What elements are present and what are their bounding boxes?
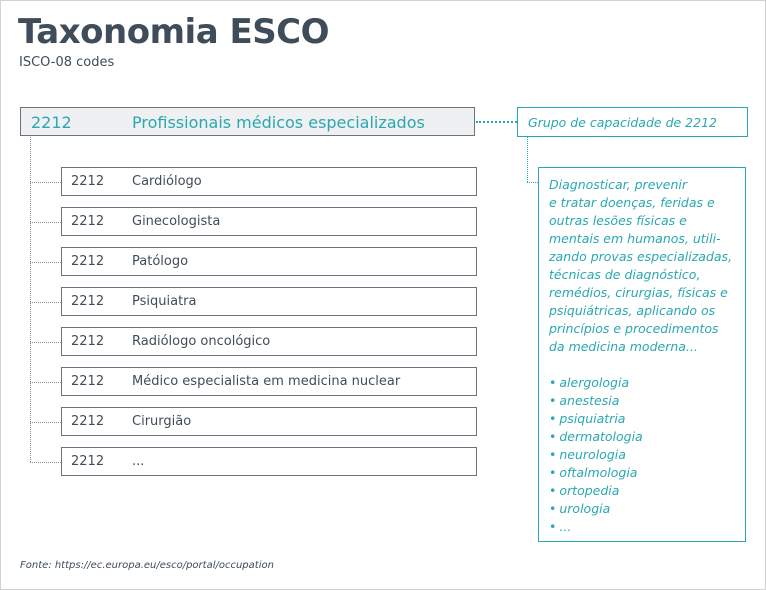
occupation-name: Psiquiatra [132, 294, 197, 309]
occupation-name: Cirurgião [132, 414, 192, 429]
bullet-icon: • [549, 447, 557, 462]
occupation-code: 2212 [71, 334, 105, 349]
tree-connector-branch [30, 182, 61, 183]
bullet-icon: • [549, 393, 557, 408]
bullet-icon: • [549, 375, 557, 390]
capability-description [549, 176, 741, 356]
page-subtitle: ISCO-08 codes [19, 55, 115, 70]
description-line: remédios, cirurgias, físicas e [549, 285, 728, 300]
source-note: Fonte: https://ec.europa.eu/esco/portal/occupation [20, 560, 274, 571]
description-line: da medicina moderna... [549, 339, 698, 354]
skill-item [549, 428, 741, 446]
capability-title: Grupo de capacidade de 2212 [528, 115, 717, 130]
skill-label: anestesia [559, 393, 620, 408]
tree-connector-branch [30, 422, 61, 423]
skill-item [549, 410, 741, 428]
description-line: outras lesões físicas e [549, 213, 687, 228]
description-connector-vertical [527, 137, 528, 182]
occupation-item-psiquiatra [61, 287, 477, 316]
occupation-code: 2212 [71, 414, 105, 429]
occupation-item-radiologo-oncologico [61, 327, 477, 356]
occupation-name: Ginecologista [132, 214, 221, 229]
description-line: Diagnosticar, prevenir [549, 177, 688, 192]
tree-connector-branch [30, 462, 61, 463]
skill-label: alergologia [559, 375, 630, 390]
occupation-item-cirurgiao [61, 407, 477, 436]
occupation-item-patologo [61, 247, 477, 276]
bullet-icon: • [549, 465, 557, 480]
occupation-name: Cardiólogo [132, 174, 202, 189]
occupation-name: Patólogo [132, 254, 189, 269]
occupation-item-ginecologista [61, 207, 477, 236]
group-label: Profissionais médicos especializados [132, 113, 425, 132]
tree-connector-branch [30, 382, 61, 383]
occupation-name: ... [132, 454, 145, 469]
skill-item [549, 392, 741, 410]
description-line: princípios e procedimentos [549, 321, 719, 336]
description-line: mentais em humanos, utili- [549, 231, 721, 246]
occupation-item-cardiologo [61, 167, 477, 196]
skill-item [549, 518, 741, 536]
description-line: zando provas especializadas, [549, 249, 733, 264]
skill-label: ortopedia [559, 483, 620, 498]
tree-connector-branch [30, 342, 61, 343]
skill-label: neurologia [559, 447, 626, 462]
occupation-code: 2212 [71, 294, 105, 309]
description-connector-horizontal [527, 182, 538, 183]
bullet-icon: • [549, 483, 557, 498]
occupation-code: 2212 [71, 214, 105, 229]
description-line: psiquiátricas, aplicando os [549, 303, 716, 318]
bullet-icon: • [549, 519, 557, 534]
tree-connector-branch [30, 262, 61, 263]
occupation-code: 2212 [71, 174, 105, 189]
occupation-code: 2212 [71, 254, 105, 269]
skill-label: dermatologia [559, 429, 643, 444]
skill-list [549, 374, 741, 536]
skill-item [549, 464, 741, 482]
capability-description-box [538, 167, 746, 542]
occupation-item-more [61, 447, 477, 476]
tree-connector-vertical [30, 137, 31, 462]
skill-item [549, 500, 741, 518]
skill-label: urologia [559, 501, 611, 516]
page-title: Taxonomia ESCO [18, 12, 330, 52]
group-code: 2212 [31, 113, 72, 132]
occupation-name: Médico especialista em medicina nuclear [132, 374, 401, 389]
occupation-name: Radiólogo oncológico [132, 334, 271, 349]
skill-label: psiquiatria [559, 411, 626, 426]
tree-connector-branch [30, 302, 61, 303]
occupation-code: 2212 [71, 374, 105, 389]
description-line: e tratar doenças, feridas e [549, 195, 715, 210]
group-box [20, 107, 475, 136]
occupation-code: 2212 [71, 454, 105, 469]
bullet-icon: • [549, 429, 557, 444]
description-line: técnicas de diagnóstico, [549, 267, 701, 282]
skill-item [549, 482, 741, 500]
tree-connector-branch [30, 222, 61, 223]
bullet-icon: • [549, 411, 557, 426]
skill-item [549, 374, 741, 392]
skill-item [549, 446, 741, 464]
capability-group-box [517, 107, 748, 137]
skill-label: ... [559, 519, 572, 534]
capability-connector [476, 121, 517, 123]
bullet-icon: • [549, 501, 557, 516]
occupation-item-medicina-nuclear [61, 367, 477, 396]
skill-label: oftalmologia [559, 465, 638, 480]
